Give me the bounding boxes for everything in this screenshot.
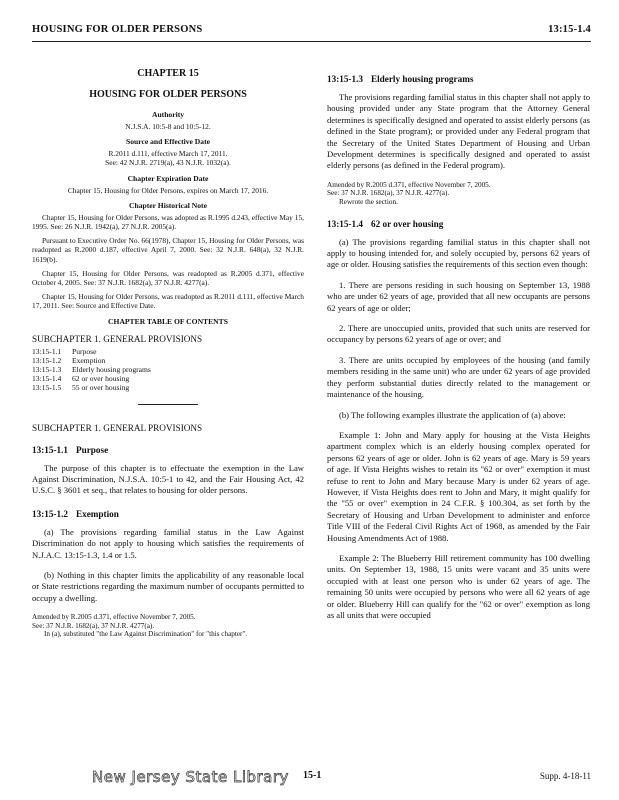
header-section: 13:15-1.4: [548, 24, 591, 35]
toc-item[interactable]: 13:15-1.3 Elderly housing programs: [32, 364, 151, 374]
section-1-2-amendment: Amended by R.2005 d.371, effective November 7, 2005. See: 37 N.J.R. 1682(a), 37 N.J.R. 4277(a). In (a), substituted "the Law Against Discrimination" for "this chapter".: [32, 613, 248, 639]
section-1-1-heading: 13:15-1.1 Purpose: [32, 444, 109, 455]
history-note-4: Chapter 15, Housing for Older Persons, was readopted as R.2011 d.111, effective March 17, 2011. See: Source and Effective Date.: [32, 292, 304, 311]
chapter-number: CHAPTER 15: [137, 68, 199, 79]
toc-item[interactable]: 13:15-1.4 62 or over housing: [32, 373, 130, 383]
toc-list: [32, 347, 304, 392]
history-heading: Chapter Historical Note: [129, 200, 207, 210]
section-1-4-b: (b) The following examples illustrate the application of (a) above:: [339, 409, 566, 420]
example-1: Example 1: John and Mary apply for housing at the Vista Heights apartment complex which is an elderly housing complex operated for persons 62 years of age or older. John is 62 years of age. Mary is 59 years of age. If Vista Heights wishes to retain its "62 or over" exemption it must refuse to rent to John and Mary because Mary is under 62 years of age. However, if Vista Heights does rent to John and Mary, it might qualify for the "55 or over" exemption in 24 C.F.R. § 100.304, as set forth by the Secretary of Housing and Urban Development to administer and enforce Title VIII of the Federal Civil Rights Act of 1968, as amended by the Fair Housing Amendments Act of 1988.: [327, 429, 590, 543]
section-1-3-text: The provisions regarding familial status in this chapter shall not apply to housing provided under any State program that the Attorney General determines is specifically designed and operated to assist elderly persons (as defined in the State program); or provided under any Federal program that the Secretary of the United States Department of Housing and Urban Development determines is specifically designed and operated to assist elderly persons (as defined in the Federal program).: [327, 92, 590, 171]
page-number: 15-1: [303, 770, 322, 781]
expiration-heading: Chapter Expiration Date: [127, 173, 209, 183]
left-column: [32, 60, 304, 649]
section-1-1-text: The purpose of this chapter is to effectuate the exemption in the Law Against Discrimination, N.J.S.A. 10:5-1 to 42, and the Fair Housing Act, 42 U.S.C. § 3601 et seq., that relates to housing for older persons.: [32, 462, 304, 496]
section-divider: [138, 404, 198, 405]
source-heading: Source and Effective Date: [125, 137, 210, 147]
section-1-3-amendment: Amended by R.2005 d.371, effective November 7, 2005. See: 37 N.J.R. 1682(a), 37 N.J.R. 4277(a). Rewrote the section.: [327, 180, 491, 207]
toc-item[interactable]: 13:15-1.5 55 or over housing: [32, 382, 130, 392]
history-note-3: Chapter 15, Housing for Older Persons, was readopted as R.2005 d.371, effective October 4, 2005. See: 37 N.J.R. 1682(a), 37 N.J.R. 4277(a).: [32, 268, 304, 288]
history-note-1: Chapter 15, Housing for Older Persons, was adopted as R.1995 d.243, effective May 15, 1995. See: 26 N.J.R. 1942(a), 27 N.J.R. 2005(a).: [32, 212, 304, 232]
header-title: HOUSING FOR OLDER PERSONS: [32, 24, 203, 35]
section-1-4-a: (a) The provisions regarding familial status in this chapter shall not apply to housing intended for, and solely occupied by, persons 62 years of age or older. Housing satisfies the requirements of this section even though:: [327, 236, 590, 270]
section-1-2-b: (b) Nothing in this chapter limits the applicability of any reasonable local or State restrictions regarding the maximum number of occupants permitted to occupy a dwelling.: [32, 570, 304, 603]
section-1-3-heading: 13:15-1.3 Elderly housing programs: [327, 74, 474, 84]
library-watermark-logo: New Jersey State Library: [92, 768, 289, 786]
section-1-4-item-1: 1. There are persons residing in such housing on September 13, 1988 who are under 62 years of age, provided that all new occupants are persons 62 years of age or older;: [327, 279, 590, 313]
expiration-text: Chapter 15, Housing for Older Persons, expires on March 17, 2016.: [67, 185, 269, 195]
source-line-1: R.2011 d.111, effective March 17, 2011.: [108, 149, 228, 159]
history-note-2: Pursuant to Executive Order No. 66(1978), Chapter 15, Housing for Older Persons, was readopted as R.2000 d.187, effective April 7, 2000. See: 32 N.J.R. 648(a), 32 N.J.R. 1619(b).: [32, 236, 304, 264]
header-rule: [32, 41, 591, 42]
toc-item[interactable]: 13:15-1.2 Exemption: [32, 355, 106, 365]
authority-heading: Authority: [151, 110, 185, 119]
section-1-4-item-2: 2. There are unoccupied units, provided that such units are reserved for occupancy by persons 62 years of age or over; and: [327, 323, 590, 345]
authority-text: N.J.S.A. 10:5-8 and 10:5-12.: [125, 122, 211, 131]
supplement-date: Supp. 4-18-11: [539, 771, 591, 781]
section-1-4-heading: 13:15-1.4 62 or over housing: [327, 218, 444, 229]
right-column: [327, 60, 590, 630]
toc-subchapter: SUBCHAPTER 1. GENERAL PROVISIONS: [32, 333, 203, 344]
toc-heading: CHAPTER TABLE OF CONTENTS: [108, 316, 228, 326]
section-1-4-item-3: 3. There are units occupied by employees of the housing (and family members residing in the same unit) who are under 62 years of age provided they perform substantial duties directly related to the management or maintenance of the housing.: [327, 354, 590, 400]
section-1-2-heading: 13:15-1.2 Exemption: [32, 508, 119, 519]
toc-item[interactable]: 13:15-1.1 Purpose: [32, 346, 97, 356]
running-header: [32, 24, 591, 38]
subchapter-heading: SUBCHAPTER 1. GENERAL PROVISIONS: [32, 422, 203, 433]
source-line-2: See: 42 N.J.R. 2719(a), 43 N.J.R. 1032(a).: [105, 158, 231, 168]
section-1-2-a: (a) The provisions regarding familial status in the Law Against Discrimination do not apply to housing which satisfies the requirements of N.J.A.C. 13:15-1.3, 1.4 or 1.5.: [32, 526, 304, 560]
chapter-title: HOUSING FOR OLDER PERSONS: [89, 89, 247, 100]
example-2: Example 2: The Blueberry Hill retirement community has 100 dwelling units. On September 13, 1988, 15 units were vacant and 35 units were occupied with at least one person who is under 62 years of age. The remaining 50 units were occupied by persons who were all 62 years of age or older. Blueberry Hill can qualify for the "62 or over" exemption as long as all units that were occupied: [327, 552, 590, 620]
